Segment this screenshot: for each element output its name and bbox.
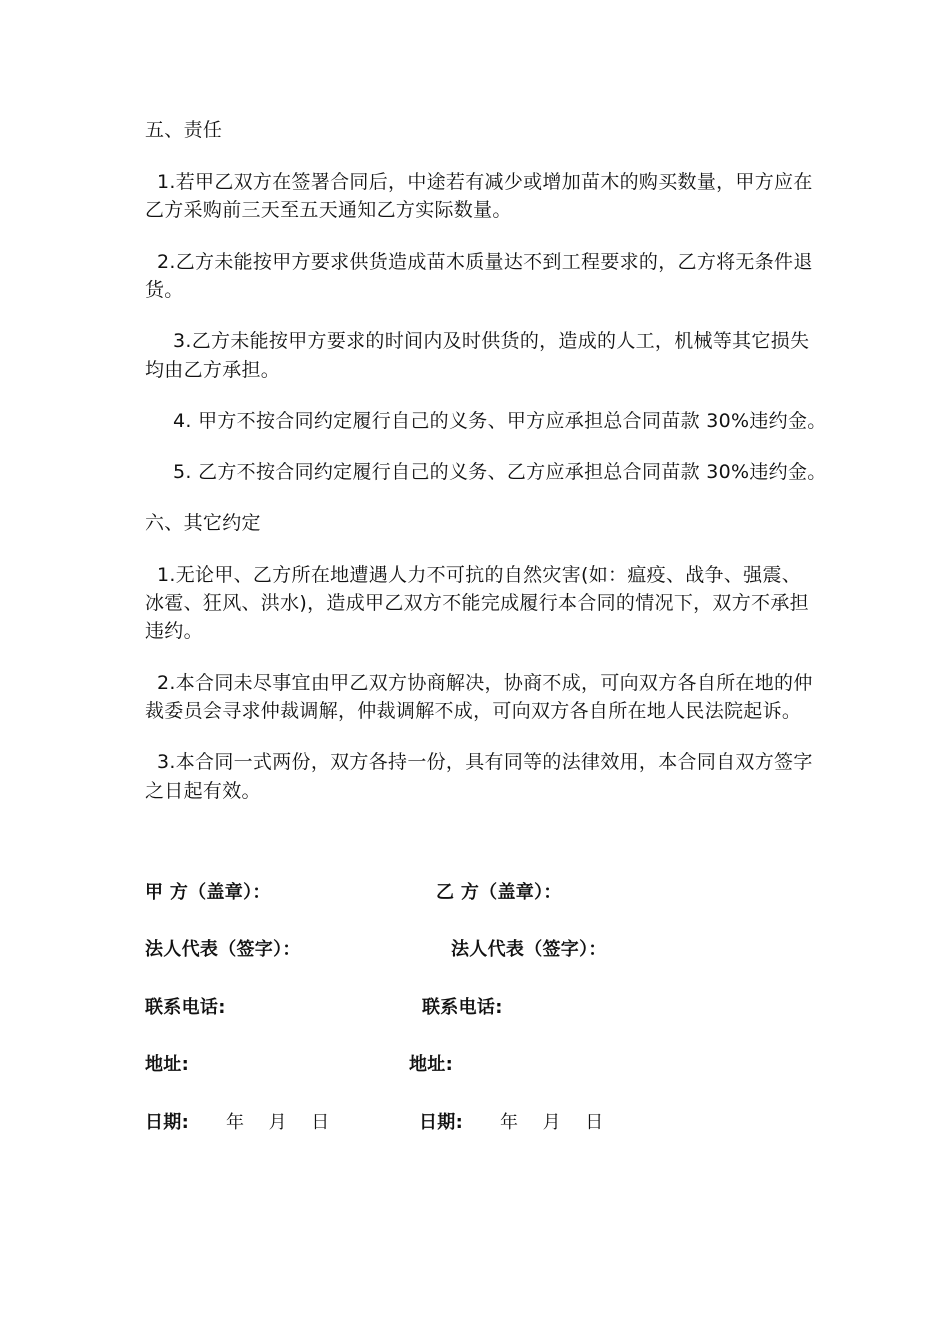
clause-6-3-line-1: 3.本合同一式两份，双方各持一份，具有同等的法律效用，本合同自双方签字 [157, 751, 813, 773]
clause-6-1-line-3: 违约。 [145, 620, 203, 642]
section-5-heading: 五、责任 [145, 119, 223, 141]
clause-5-1-line-1: 1.若甲乙双方在签署合同后，中途若有减少或增加苗木的购买数量，甲方应在 [157, 171, 813, 193]
party-a-phone-label: 联系电话: [145, 997, 226, 1018]
clause-5-4: 4. 甲方不按合同约定履行自己的义务、甲方应承担总合同苗款 30%违约金。 [173, 410, 827, 432]
clause-5-5: 5. 乙方不按合同约定履行自己的义务、乙方应承担总合同苗款 30%违约金。 [173, 461, 827, 483]
party-b-date-units: 年 月 日 [500, 1112, 604, 1133]
clause-5-2-line-2: 货。 [145, 279, 184, 301]
party-a-date-units: 年 月 日 [226, 1112, 330, 1133]
clause-5-3-line-2: 均由乙方承担。 [145, 359, 281, 381]
clause-5-3-line-1: 3.乙方未能按甲方要求的时间内及时供货的，造成的人工，机械等其它损失 [173, 330, 810, 352]
party-a-seal-label: 甲 方（盖章）： [145, 882, 271, 903]
clause-6-1-line-1: 1.无论甲、乙方所在地遭遇人力不可抗的自然灾害(如：瘟疫、战争、强震、 [157, 564, 802, 586]
party-a-date-label: 日期: [145, 1112, 190, 1133]
clause-5-2-line-1: 2.乙方未能按甲方要求供货造成苗木质量达不到工程要求的，乙方将无条件退 [157, 251, 813, 273]
clause-5-1-line-2: 乙方采购前三天至五天通知乙方实际数量。 [145, 199, 512, 221]
party-b-address-label: 地址: [409, 1054, 454, 1075]
clause-6-2-line-2: 裁委员会寻求仲裁调解，仲裁调解不成，可向双方各自所在地人民法院起诉。 [145, 700, 802, 722]
clause-6-3-line-2: 之日起有效。 [145, 780, 261, 802]
party-b-phone-label: 联系电话: [422, 997, 503, 1018]
party-a-rep-label: 法人代表（签字）： [145, 939, 301, 960]
section-6-heading: 六、其它约定 [145, 512, 261, 534]
clause-6-1-line-2: 冰雹、狂风、洪水)，造成甲乙双方不能完成履行本合同的情况下，双方不承担 [145, 592, 809, 614]
party-b-date-label: 日期: [419, 1112, 464, 1133]
clause-6-2-line-1: 2.本合同未尽事宜由甲乙双方协商解决，协商不成，可向双方各自所在地的仲 [157, 672, 813, 694]
party-b-rep-label: 法人代表（签字）： [451, 939, 607, 960]
party-b-seal-label: 乙 方（盖章）： [436, 882, 562, 903]
party-a-address-label: 地址: [145, 1054, 190, 1075]
